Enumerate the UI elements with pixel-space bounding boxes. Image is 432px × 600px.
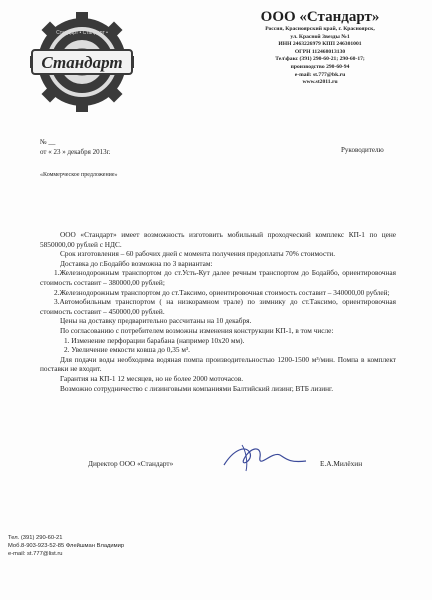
signer-name: Е.А.Милёхин [320, 459, 363, 468]
document-number: № __ [40, 138, 56, 146]
production-phone: производство 290-60-94 [290, 63, 350, 70]
pump-paragraph: Для подачи воды необходима водяная помпа производительностью 1200-1500 м³/мин. Помпа в комплект поставки не входит. [40, 354, 396, 374]
recipient: Руководителю [341, 146, 384, 154]
footer-mobile: Моб.8-903-923-52-85 Флейшман Владимир [8, 543, 125, 550]
signer-title: Директор ООО «Стандарт» [88, 459, 174, 468]
logo-text: Стандарт [41, 53, 123, 72]
change-1: 1. Изменение перфорации барабана (например 10х20 мм). [64, 335, 245, 345]
offer-paragraph: ООО «Стандарт» имеет возможность изготовить мобильный проходческий комплекс КП-1 по цене 5850000,00 рублей с НДС. [40, 230, 396, 249]
prices-note: Цены на доставку предварительно рассчитаны на 10 декабря. [60, 316, 252, 326]
footer-email: e-mail: st.777@list.ru [8, 551, 63, 558]
ogrn: ОГРН 112468013130 [294, 48, 346, 55]
leasing-paragraph: Возможно сотрудничество с лизинговыми компаниями Балтийский лизинг, ВТБ лизинг. [60, 383, 334, 393]
letterhead [222, 8, 418, 87]
delivery-intro: Доставка до г.Бодайбо возможна по 3 вариантам: [60, 258, 213, 268]
gear-logo-icon [26, 10, 138, 114]
warranty-paragraph: Гарантия на КП-1 12 месяцев, но не более 2000 моточасов. [60, 373, 244, 383]
footer-phone: Тел. (391) 290-60-21 [8, 535, 63, 541]
letter-body [40, 230, 396, 393]
lead-time-paragraph: Срок изготовления – 60 рабочих дней с момента получения предоплаты 70% стоимости. [60, 249, 336, 259]
change-2: 2. Увеличение емкости ковша до 0,35 м³. [64, 345, 190, 355]
company-logo [26, 10, 138, 114]
website: www.st2011.ru [302, 79, 338, 86]
header-email: e-mail: st.777@bk.ru [294, 71, 346, 78]
delivery-option-1: 1.Железнодорожным транспортом до ст.Усть-Кут далее речным транспортом до Бодайбо, ориентировочная стоимость составит – 380000,00 рублей; [40, 268, 396, 287]
handwritten-signature [220, 441, 310, 475]
delivery-option-2: 2.Железнодорожным транспортом до ст.Таксимо, ориентировочная стоимость составит – 340000,00 рублей; [54, 287, 390, 297]
address-line-1: Россия, Красноярский край, г. Красноярск, [265, 26, 375, 32]
phone-fax: Тел\факс (391) 290-60-21; 290-60-17; [275, 56, 365, 63]
address-line-2: ул. Красной Звезды №1 [290, 33, 350, 40]
document-date: от « 23 » декабря 2013г. [40, 148, 111, 156]
company-name: ООО «Стандарт» [260, 9, 380, 25]
delivery-option-3: 3.Автомобильным транспортом ( на низкорамном трале) по зимнику до ст.Таксимо, ориентировочная стоимость составит – 450000,00 рублей. [40, 297, 396, 316]
changes-intro: По согласованию с потребителем возможны изменения конструкции КП-1, в том числе: [60, 325, 334, 335]
inn-kpp: ИНН 2463226979 КПП 246301001 [278, 41, 362, 48]
subject: «Коммерческое предложение» [40, 172, 118, 178]
logo-ring-text: Стандарт • Стандарт • [56, 30, 108, 36]
footer-contacts [8, 534, 124, 559]
